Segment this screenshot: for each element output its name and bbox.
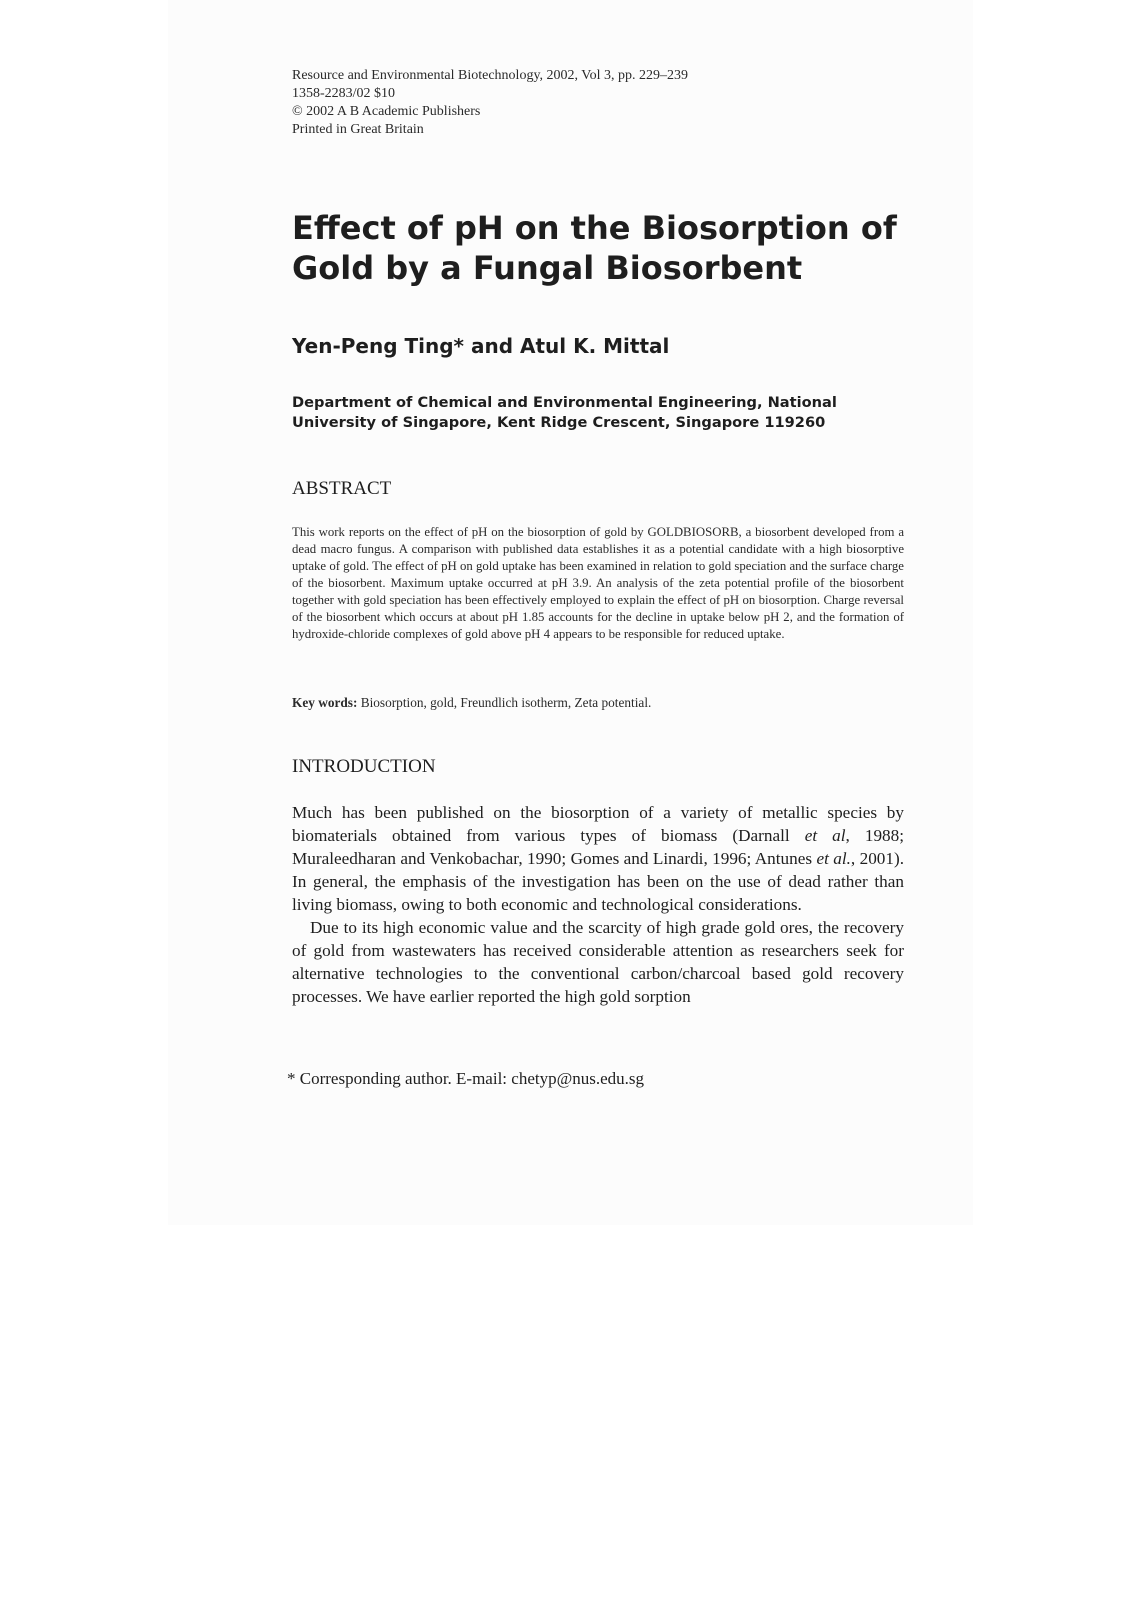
authors: Yen-Peng Ting* and Atul K. Mittal xyxy=(292,334,670,358)
journal-header xyxy=(292,67,688,139)
intro-paragraph-2: Due to its high economic value and the scarcity of high grade gold ores, the recovery of gold from wastewaters has received considerable attention as researchers seek for alternative technologies to the conventional carbon/charcoal based gold recovery processes. We have earlier reported the high gold sorption xyxy=(292,918,904,1006)
journal-citation: Resource and Environmental Biotechnology, 2002, Vol 3, pp. 229–239 xyxy=(292,68,688,83)
keywords-list: Biosorption, gold, Freundlich isotherm, Zeta potential. xyxy=(360,695,652,710)
corresponding-author-footnote: * Corresponding author. E-mail: chetyp@nus.edu.sg xyxy=(287,1069,645,1088)
keywords-label: Key words: xyxy=(292,695,358,710)
introduction-body xyxy=(292,801,904,1008)
keywords xyxy=(292,694,651,711)
affiliation: Department of Chemical and Environmental Engineering, National University of Singapore, Kent Ridge Crescent, Singapore 119260 xyxy=(292,394,837,431)
copyright-line: © 2002 A B Academic Publishers xyxy=(292,104,481,119)
introduction-heading: INTRODUCTION xyxy=(292,756,436,777)
paper-title: Effect of pH on the Biosorption of Gold by a Fungal Biosorbent xyxy=(292,209,897,287)
issn-line: 1358-2283/02 $10 xyxy=(292,86,396,101)
abstract-heading: ABSTRACT xyxy=(292,478,392,499)
intro-paragraph-1: Much has been published on the biosorption of a variety of metallic species by biomaterials obtained from various types of biomass (Darnall et al, 1988; Muraleedharan and Venkobachar, 1990; Gomes and Linardi, 1996; Antunes et al., 2001). In general, the emphasis of the investigation has been on the use of dead rather than living biomass, owing to both economic and technological considerations. xyxy=(292,803,905,914)
printed-line: Printed in Great Britain xyxy=(292,122,424,137)
abstract-text: This work reports on the effect of pH on the biosorption of gold by GOLDBIOSORB, a biosorbent developed from a dead macro fungus. A comparison with published data establishes it as a potential candidate with a high biosorptive uptake of gold. The effect of pH on gold uptake has been examined in relation to gold speciation and the surface charge of the biosorbent. Maximum uptake occurred at pH 3.9. An analysis of the zeta potential profile of the biosorbent together with gold speciation has been effectively employed to explain the effect of pH on biosorption. Charge reversal of the biosorbent which occurs at about pH 1.85 accounts for the decline in uptake below pH 2, and the formation of hydroxide-chloride complexes of gold above pH 4 appears to be responsible for reduced uptake. xyxy=(292,525,904,641)
